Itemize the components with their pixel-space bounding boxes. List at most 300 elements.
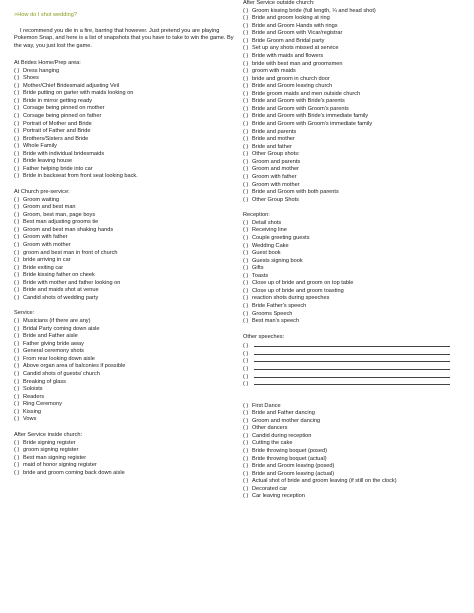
checklist-item (14, 371, 234, 379)
checklist-item-label: Bride and Groom leaving (actual) (252, 470, 335, 477)
checklist-section (14, 189, 234, 302)
checklist-item-label: Close up of bride and groom on top table (252, 280, 354, 287)
checklist-item (243, 159, 469, 167)
checklist-item (243, 311, 469, 319)
checklist-item (243, 258, 469, 266)
checklist-item-label: Kissing (23, 408, 42, 415)
checklist-item-label: Groom and mother (252, 166, 299, 173)
checkbox-marker: ( ) (243, 75, 249, 82)
checkbox-marker: ( ) (243, 113, 249, 120)
checklist-item (243, 478, 469, 486)
checklist-item (14, 379, 234, 387)
checklist-item-label: Readers (23, 393, 45, 400)
checklist-item-label: Receiving line (252, 227, 287, 234)
checklist-section (243, 334, 469, 395)
right-sections (243, 0, 469, 501)
checkbox-marker: ( ) (243, 448, 249, 455)
blank-entry (243, 379, 469, 387)
checklist-item (243, 68, 469, 76)
checklist-item-label: Bride and groom looking at ring (252, 15, 330, 22)
checklist-item (243, 403, 469, 411)
checklist-item-label: Bride and Groom with Vicar/registrar (252, 30, 343, 37)
checklist-section (14, 310, 234, 423)
checklist-item (243, 61, 469, 69)
checkbox-marker: ( ) (14, 355, 20, 362)
checklist-item (243, 121, 469, 129)
checklist-item (14, 121, 234, 129)
checklist-item (14, 83, 234, 91)
checkbox-marker: ( ) (14, 447, 20, 454)
checkbox-marker: ( ) (14, 234, 20, 241)
checklist-item (14, 242, 234, 250)
checkbox-marker: ( ) (243, 250, 249, 257)
checklist-item (14, 326, 234, 334)
checklist-item (243, 197, 469, 205)
checklist-item-label: bride and groom in church door (252, 75, 330, 82)
checkbox-marker: ( ) (243, 295, 249, 302)
section-heading: Service: (14, 310, 35, 317)
checklist-section (14, 60, 234, 181)
checklist-item-label: Bride and mother (252, 136, 295, 143)
checklist-item-label: Bride and Groom with Bride's immediate family (252, 113, 369, 120)
checkbox-marker: ( ) (243, 7, 249, 14)
checklist-item-label: Portrait of Father and Bride (23, 128, 91, 135)
checkbox-marker: ( ) (14, 105, 20, 112)
checkbox-marker: ( ) (14, 386, 20, 393)
checklist-item-label: Other Group Shots (252, 196, 299, 203)
checkbox-marker: ( ) (243, 45, 249, 52)
checklist-item-label: Actual shot of bride and groom leaving (if still on the clock) (252, 478, 397, 485)
checkbox-marker: ( ) (14, 204, 20, 211)
checklist-item (14, 295, 234, 303)
checkbox-marker: ( ) (14, 333, 20, 340)
checklist-item (14, 257, 234, 265)
checkbox-marker: ( ) (14, 408, 20, 415)
checklist-item (14, 105, 234, 113)
checkbox-marker: ( ) (14, 469, 20, 476)
page-title: >How do I shot wedding? (14, 12, 77, 18)
checkbox-marker: ( ) (243, 257, 249, 264)
checkbox-marker: ( ) (14, 439, 20, 446)
checkbox-marker: ( ) (243, 432, 249, 439)
blank-write-line (254, 356, 450, 362)
checklist-section (243, 212, 469, 325)
checklist-item (14, 318, 234, 326)
checkbox-marker: ( ) (243, 158, 249, 165)
checkbox-marker: ( ) (243, 234, 249, 241)
checklist-item-label: Bride Father's speech (252, 303, 307, 309)
checklist-item-label: Bride and Groom with both parents (252, 189, 339, 196)
checklist-item (14, 204, 234, 212)
checkbox-marker: ( ) (243, 60, 249, 67)
checkbox-marker: ( ) (14, 294, 20, 301)
checkbox-marker: ( ) (243, 410, 249, 417)
checkbox-marker: ( ) (243, 189, 249, 196)
checklist-item-label: Car leaving reception (252, 493, 305, 500)
checklist-item-label: Toasts (252, 272, 269, 279)
checkbox-marker: ( ) (243, 310, 249, 317)
checklist-item-label: Candid shots of guests/ church (23, 371, 100, 378)
checklist-item-label: Bride with individual bridesmaids (23, 150, 105, 157)
checkbox-marker: ( ) (14, 135, 20, 142)
checklist-item (14, 356, 234, 364)
checklist-item (243, 166, 469, 174)
checkbox-marker: ( ) (14, 416, 20, 423)
intro-text: I recommend you die in a fire, barring that however. Just pretend you are playing Pokemon Snap, and here is a list of snapshots that you have to take to win the game. By the way, you just lost the game. (14, 27, 234, 50)
checklist-item (14, 440, 234, 448)
checklist-item-label: Grooms Speech (252, 310, 293, 317)
checkbox-marker: ( ) (14, 219, 20, 226)
checklist-item (14, 287, 234, 295)
checklist-item (243, 227, 469, 235)
checklist-item (243, 113, 469, 121)
checklist-item (14, 158, 234, 166)
checklist-item-label: Corsage being pinned on mother (23, 105, 105, 112)
checklist-item (243, 303, 469, 311)
checklist-item-label: Bride groom maids and men outside church (252, 90, 361, 97)
checklist-item-label: Groom, best man, page boys (23, 211, 96, 218)
checklist-item (14, 272, 234, 280)
checklist-item (243, 98, 469, 106)
section-heading: At Church pre-service: (14, 189, 70, 196)
checklist-item-label: Best man signing register (23, 454, 87, 461)
checklist-item (243, 463, 469, 471)
checkbox-marker: ( ) (14, 112, 20, 119)
checklist-item-label: Detail shots (252, 219, 282, 226)
checklist-item (14, 455, 234, 463)
checkbox-marker: ( ) (243, 83, 249, 90)
checkbox-marker: ( ) (243, 196, 249, 203)
checkbox-marker: ( ) (14, 82, 20, 89)
checkbox-marker: ( ) (14, 363, 20, 370)
checklist-item (243, 235, 469, 243)
checkbox-marker: ( ) (243, 121, 249, 128)
checklist-item (243, 189, 469, 197)
checklist-item (14, 212, 234, 220)
checklist-item (243, 53, 469, 61)
checklist-item-label: Bride Groom and Bridal party (252, 37, 325, 44)
checkbox-marker: ( ) (14, 454, 20, 461)
checkbox-marker: ( ) (243, 219, 249, 226)
checkbox-marker: ( ) (243, 463, 249, 470)
checklist-item (243, 265, 469, 273)
checklist-item (14, 280, 234, 288)
checkbox-marker: ( ) (243, 272, 249, 279)
checklist-item (243, 273, 469, 281)
checkbox-marker: ( ) (243, 478, 249, 485)
checklist-item (243, 144, 469, 152)
checklist-item-label: Groom and best man (23, 204, 76, 211)
checklist-item (243, 243, 469, 251)
checklist-item-label: Groom and best man shaking hands (23, 226, 114, 233)
checkbox-marker: ( ) (243, 287, 249, 294)
checklist-item-label: Soloists (23, 386, 43, 393)
checkbox-marker: ( ) (243, 181, 249, 188)
checklist-item (243, 23, 469, 31)
checkbox-marker: ( ) (14, 128, 20, 135)
checklist-item (243, 471, 469, 479)
checklist-item (14, 447, 234, 455)
section-heading: Other speeches: (243, 333, 285, 340)
checklist-item (14, 75, 234, 83)
checkbox-marker: ( ) (14, 196, 20, 203)
checklist-item (14, 98, 234, 106)
checkbox-marker: ( ) (14, 120, 20, 127)
checkbox-marker: ( ) (14, 393, 20, 400)
checklist-item (243, 76, 469, 84)
checkbox-marker: ( ) (14, 97, 20, 104)
checklist-item (14, 386, 234, 394)
checklist-item (14, 68, 234, 76)
checklist-item (243, 83, 469, 91)
checklist-item-label: Musicians (if there are any) (23, 318, 91, 325)
checkbox-marker: ( ) (243, 22, 249, 29)
checklist-item (243, 15, 469, 23)
checklist-item (243, 30, 469, 38)
checklist-item-label: Groom and mother dancing (252, 417, 321, 424)
checklist-item-label: Groom with father (23, 234, 68, 241)
checklist-item (243, 250, 469, 258)
checklist-item-label: Other Group shots: (252, 151, 300, 158)
checkbox-marker: ( ) (243, 440, 249, 447)
left-sections (14, 60, 234, 477)
checklist-item-label: Bride leaving house (23, 158, 73, 165)
checklist-item-label: Father giving bride away (23, 340, 84, 347)
checklist-item (243, 295, 469, 303)
checkbox-marker: ( ) (14, 287, 20, 294)
checkbox-marker: ( ) (243, 30, 249, 37)
checklist-item-label: Set up any shots missed at service (252, 45, 339, 52)
checkbox-marker: ( ) (14, 241, 20, 248)
checklist-item (243, 38, 469, 46)
checklist-item (14, 470, 234, 478)
checkbox-marker: ( ) (243, 318, 249, 325)
checkbox-marker: ( ) (243, 90, 249, 97)
checkbox-marker: ( ) (243, 358, 249, 364)
checkbox-marker: ( ) (243, 425, 249, 432)
checklist-item (14, 151, 234, 159)
checklist-item-label: reaction shots during speeches (252, 295, 330, 302)
checklist-item (14, 128, 234, 136)
checkbox-marker: ( ) (243, 52, 249, 59)
blank-entry (243, 349, 469, 357)
checkbox-marker: ( ) (14, 462, 20, 469)
checkbox-marker: ( ) (14, 67, 20, 74)
checklist-item (14, 394, 234, 402)
checklist-item-label: Brothers/Sisters and Bride (23, 135, 89, 142)
checklist-item-label: Groom with mother (23, 241, 71, 248)
checklist-item (14, 265, 234, 273)
checklist-item (243, 486, 469, 494)
checklist-item (14, 363, 234, 371)
checkbox-marker: ( ) (243, 128, 249, 135)
checkbox-marker: ( ) (243, 343, 249, 349)
checklist-item-label: Above organ area of balconies if possible (23, 363, 126, 370)
checklist-item-label: Candid shots of wedding party (23, 294, 99, 301)
checklist-item (243, 288, 469, 296)
checklist-item (243, 433, 469, 441)
checklist-item-label: Best man's speech (252, 318, 300, 325)
checklist-item-label: Bride exiting car (23, 264, 64, 271)
checklist-item-label: Bride and Groom leaving (posed) (252, 463, 335, 470)
right-column (243, 0, 469, 509)
checklist-item (243, 174, 469, 182)
checklist-item-label: Bride and Groom leaving church (252, 83, 333, 90)
checkbox-marker: ( ) (14, 340, 20, 347)
checklist-item (243, 440, 469, 448)
checklist-item (243, 106, 469, 114)
checklist-item (14, 173, 234, 181)
checkbox-marker: ( ) (243, 265, 249, 272)
checkbox-marker: ( ) (14, 264, 20, 271)
checklist-item (14, 409, 234, 417)
checklist-item-label: Candid during reception (252, 432, 312, 439)
blank-entry (243, 364, 469, 372)
checkbox-marker: ( ) (243, 417, 249, 424)
section-heading: Reception: (243, 212, 270, 219)
checkbox-marker: ( ) (243, 105, 249, 112)
checkbox-marker: ( ) (14, 279, 20, 286)
checklist-item-label: Groom and parents (252, 158, 301, 165)
checklist-item-label: Bride putting on garter with maids looking on (23, 90, 134, 97)
checklist-item-label: Groom with father (252, 173, 297, 180)
checklist-item (243, 425, 469, 433)
checkbox-marker: ( ) (14, 249, 20, 256)
checklist-item-label: Gifts (252, 265, 264, 272)
checklist-item-label: Mother/Chief Bridesmaid adjusting Veil (23, 82, 120, 89)
checkbox-marker: ( ) (243, 166, 249, 173)
checklist-item-label: Ring Ceremony (23, 401, 62, 408)
checklist-item-label: Bride with maids and flowers (252, 52, 324, 59)
checklist-item (243, 493, 469, 501)
checklist-item (14, 166, 234, 174)
blank-write-line (254, 379, 450, 385)
checklist-item-label: Father helping bride into car (23, 165, 93, 172)
checklist-item-label: Bride and Groom Hands with rings (252, 22, 338, 29)
checklist-item-label: groom and best man in front of church (23, 249, 118, 256)
checkbox-marker: ( ) (14, 150, 20, 157)
checkbox-marker: ( ) (243, 365, 249, 372)
checklist-item-label: Bride in backseat from front seat looking back. (23, 173, 138, 180)
section-heading: After Service inside church: (14, 431, 83, 438)
checklist-item-label: Bride and Father dancing (252, 410, 315, 417)
checklist-item-label: Corsage being pinned on father (23, 112, 102, 119)
checklist-item (14, 234, 234, 242)
checklist-item (14, 250, 234, 258)
checklist-item-label: General ceremony shots (23, 348, 84, 355)
checklist-item (243, 418, 469, 426)
checklist-item (14, 341, 234, 349)
checkbox-marker: ( ) (14, 143, 20, 150)
left-column (14, 0, 234, 485)
checklist-item-label: Bride signing register (23, 439, 76, 446)
checkbox-marker: ( ) (243, 37, 249, 44)
checklist-item (243, 136, 469, 144)
checkbox-marker: ( ) (14, 165, 20, 172)
checklist-item (14, 136, 234, 144)
checklist-item-label: Other dancers (252, 425, 288, 432)
checklist-item (243, 45, 469, 53)
checklist-item-label: Bride with mother and father looking on (23, 279, 121, 286)
checkbox-marker: ( ) (14, 226, 20, 233)
section-heading: At Brides Home/Prep area: (14, 59, 81, 66)
checkbox-marker: ( ) (243, 373, 249, 380)
checklist-item-label: Vows (23, 416, 37, 423)
checklist-item (243, 280, 469, 288)
checklist-item (14, 348, 234, 356)
checklist-item-label: First Dance (252, 402, 281, 409)
checklist-item-label: Bride and father (252, 143, 292, 150)
checklist-item (243, 318, 469, 326)
checkbox-marker: ( ) (14, 211, 20, 218)
checklist-section (243, 0, 469, 204)
checklist-item-label: maid of honor signing register (23, 462, 97, 469)
checklist-item (243, 91, 469, 99)
checklist-item-label: groom with maids (252, 68, 296, 75)
checkbox-marker: ( ) (243, 227, 249, 234)
checklist-item-label: bride with best man and groomsmen (252, 60, 343, 67)
checkbox-marker: ( ) (243, 151, 249, 158)
checklist-item-label: Bride in mirror getting ready (23, 97, 93, 104)
section-spacer (243, 387, 469, 395)
blank-write-line (254, 364, 450, 370)
checklist-item-label: From rear looking down aisle (23, 355, 95, 362)
blank-entry (243, 341, 469, 349)
checklist-item (243, 456, 469, 464)
checklist-item-label: bride arriving in car (23, 257, 71, 264)
checkbox-marker: ( ) (243, 242, 249, 249)
checklist-item (14, 197, 234, 205)
checklist-item (14, 416, 234, 424)
checklist-item-label: Whole Family (23, 143, 57, 150)
checklist-item-label: Wedding Cake (252, 242, 289, 249)
checklist-item (243, 448, 469, 456)
checklist-item-label: Bride and maids shot at venue (23, 287, 99, 294)
checkbox-marker: ( ) (243, 143, 249, 150)
checkbox-marker: ( ) (243, 136, 249, 143)
checklist-item-label: bride and groom coming back down aisle (23, 469, 125, 476)
checkbox-marker: ( ) (243, 68, 249, 75)
checklist-section (243, 403, 469, 501)
checklist-item-label: Bride and Groom with Groom's immediate family (252, 121, 373, 128)
checkbox-marker: ( ) (14, 90, 20, 97)
checkbox-marker: ( ) (14, 371, 20, 378)
checklist-item-label: Dress hanging (23, 67, 60, 74)
checklist-item-label: Groom kissing bride (full length, ¼ and head shot) (252, 7, 376, 14)
checkbox-marker: ( ) (243, 173, 249, 180)
checklist-item-label: Guest book (252, 250, 281, 257)
checkbox-marker: ( ) (14, 75, 20, 82)
blank-entry (243, 372, 469, 380)
checklist-item (14, 90, 234, 98)
checklist-item-label: Bride kissing father on cheek (23, 272, 95, 279)
checklist-item-label: Guests signing book (252, 257, 303, 264)
checkbox-marker: ( ) (14, 318, 20, 325)
checklist-item-label: Shoes (23, 75, 39, 82)
checklist-item (14, 462, 234, 470)
checklist-item-label: Bride and Groom with Bride's parents (252, 98, 345, 105)
checkbox-marker: ( ) (243, 493, 249, 500)
checklist-item-label: Couple greeting guests (252, 234, 310, 241)
checklist-item (14, 401, 234, 409)
checklist-item (243, 151, 469, 159)
checklist-item-label: Close up of bride and groom toasting (252, 287, 344, 294)
checkbox-marker: ( ) (243, 303, 249, 309)
checklist-item (243, 220, 469, 228)
checklist-item (14, 219, 234, 227)
blank-write-line (254, 349, 450, 355)
checkbox-marker: ( ) (14, 348, 20, 355)
